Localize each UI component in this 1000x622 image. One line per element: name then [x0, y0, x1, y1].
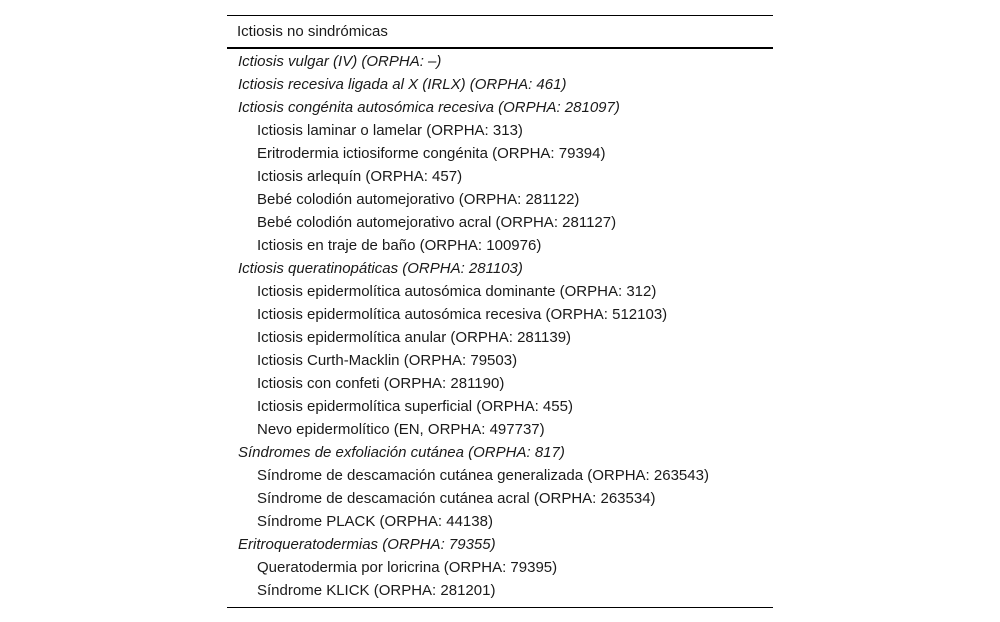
table-row: Ictiosis en traje de baño (ORPHA: 100976)	[257, 237, 542, 254]
group-row: Ictiosis vulgar (IV) (ORPHA: –)	[238, 53, 442, 70]
table-row: Bebé colodión automejorativo acral (ORPHA: 281127)	[257, 214, 617, 231]
table-body	[227, 49, 773, 607]
classification-table	[227, 15, 773, 608]
group-row: Eritroqueratodermias (ORPHA: 79355)	[238, 536, 496, 553]
group-row: Ictiosis queratinopáticas (ORPHA: 281103)	[238, 260, 523, 277]
table-header: Ictiosis no sindrómicas	[237, 23, 388, 40]
table-row: Síndrome PLACK (ORPHA: 44138)	[257, 513, 493, 530]
table-row: Síndrome de descamación cutánea generalizada (ORPHA: 263543)	[257, 467, 709, 484]
table-row: Queratodermia por loricrina (ORPHA: 79395)	[257, 559, 558, 576]
table-row: Síndrome KLICK (ORPHA: 281201)	[257, 582, 496, 599]
table-row: Eritrodermia ictiosiforme congénita (ORPHA: 79394)	[257, 145, 606, 162]
table-row: Ictiosis laminar o lamelar (ORPHA: 313)	[257, 122, 523, 139]
table-row: Ictiosis epidermolítica autosómica dominante (ORPHA: 312)	[257, 283, 657, 300]
table-row: Ictiosis epidermolítica superficial (ORPHA: 455)	[257, 398, 573, 415]
group-row: Síndromes de exfoliación cutánea (ORPHA: 817)	[238, 444, 565, 461]
table-row: Ictiosis epidermolítica autosómica recesiva (ORPHA: 512103)	[257, 306, 668, 323]
table-row: Nevo epidermolítico (EN, ORPHA: 497737)	[257, 421, 545, 438]
group-row: Ictiosis recesiva ligada al X (IRLX) (ORPHA: 461)	[238, 76, 567, 93]
table-row: Síndrome de descamación cutánea acral (ORPHA: 263534)	[257, 490, 656, 507]
table-row: Ictiosis arlequín (ORPHA: 457)	[257, 168, 463, 185]
group-row: Ictiosis congénita autosómica recesiva (ORPHA: 281097)	[238, 99, 620, 116]
table-row: Ictiosis Curth-Macklin (ORPHA: 79503)	[257, 352, 518, 369]
table-row: Bebé colodión automejorativo (ORPHA: 281122)	[257, 191, 580, 208]
table-row: Ictiosis con confeti (ORPHA: 281190)	[257, 375, 505, 392]
table-row: Ictiosis epidermolítica anular (ORPHA: 281139)	[257, 329, 572, 346]
bottom-rule	[227, 607, 773, 608]
